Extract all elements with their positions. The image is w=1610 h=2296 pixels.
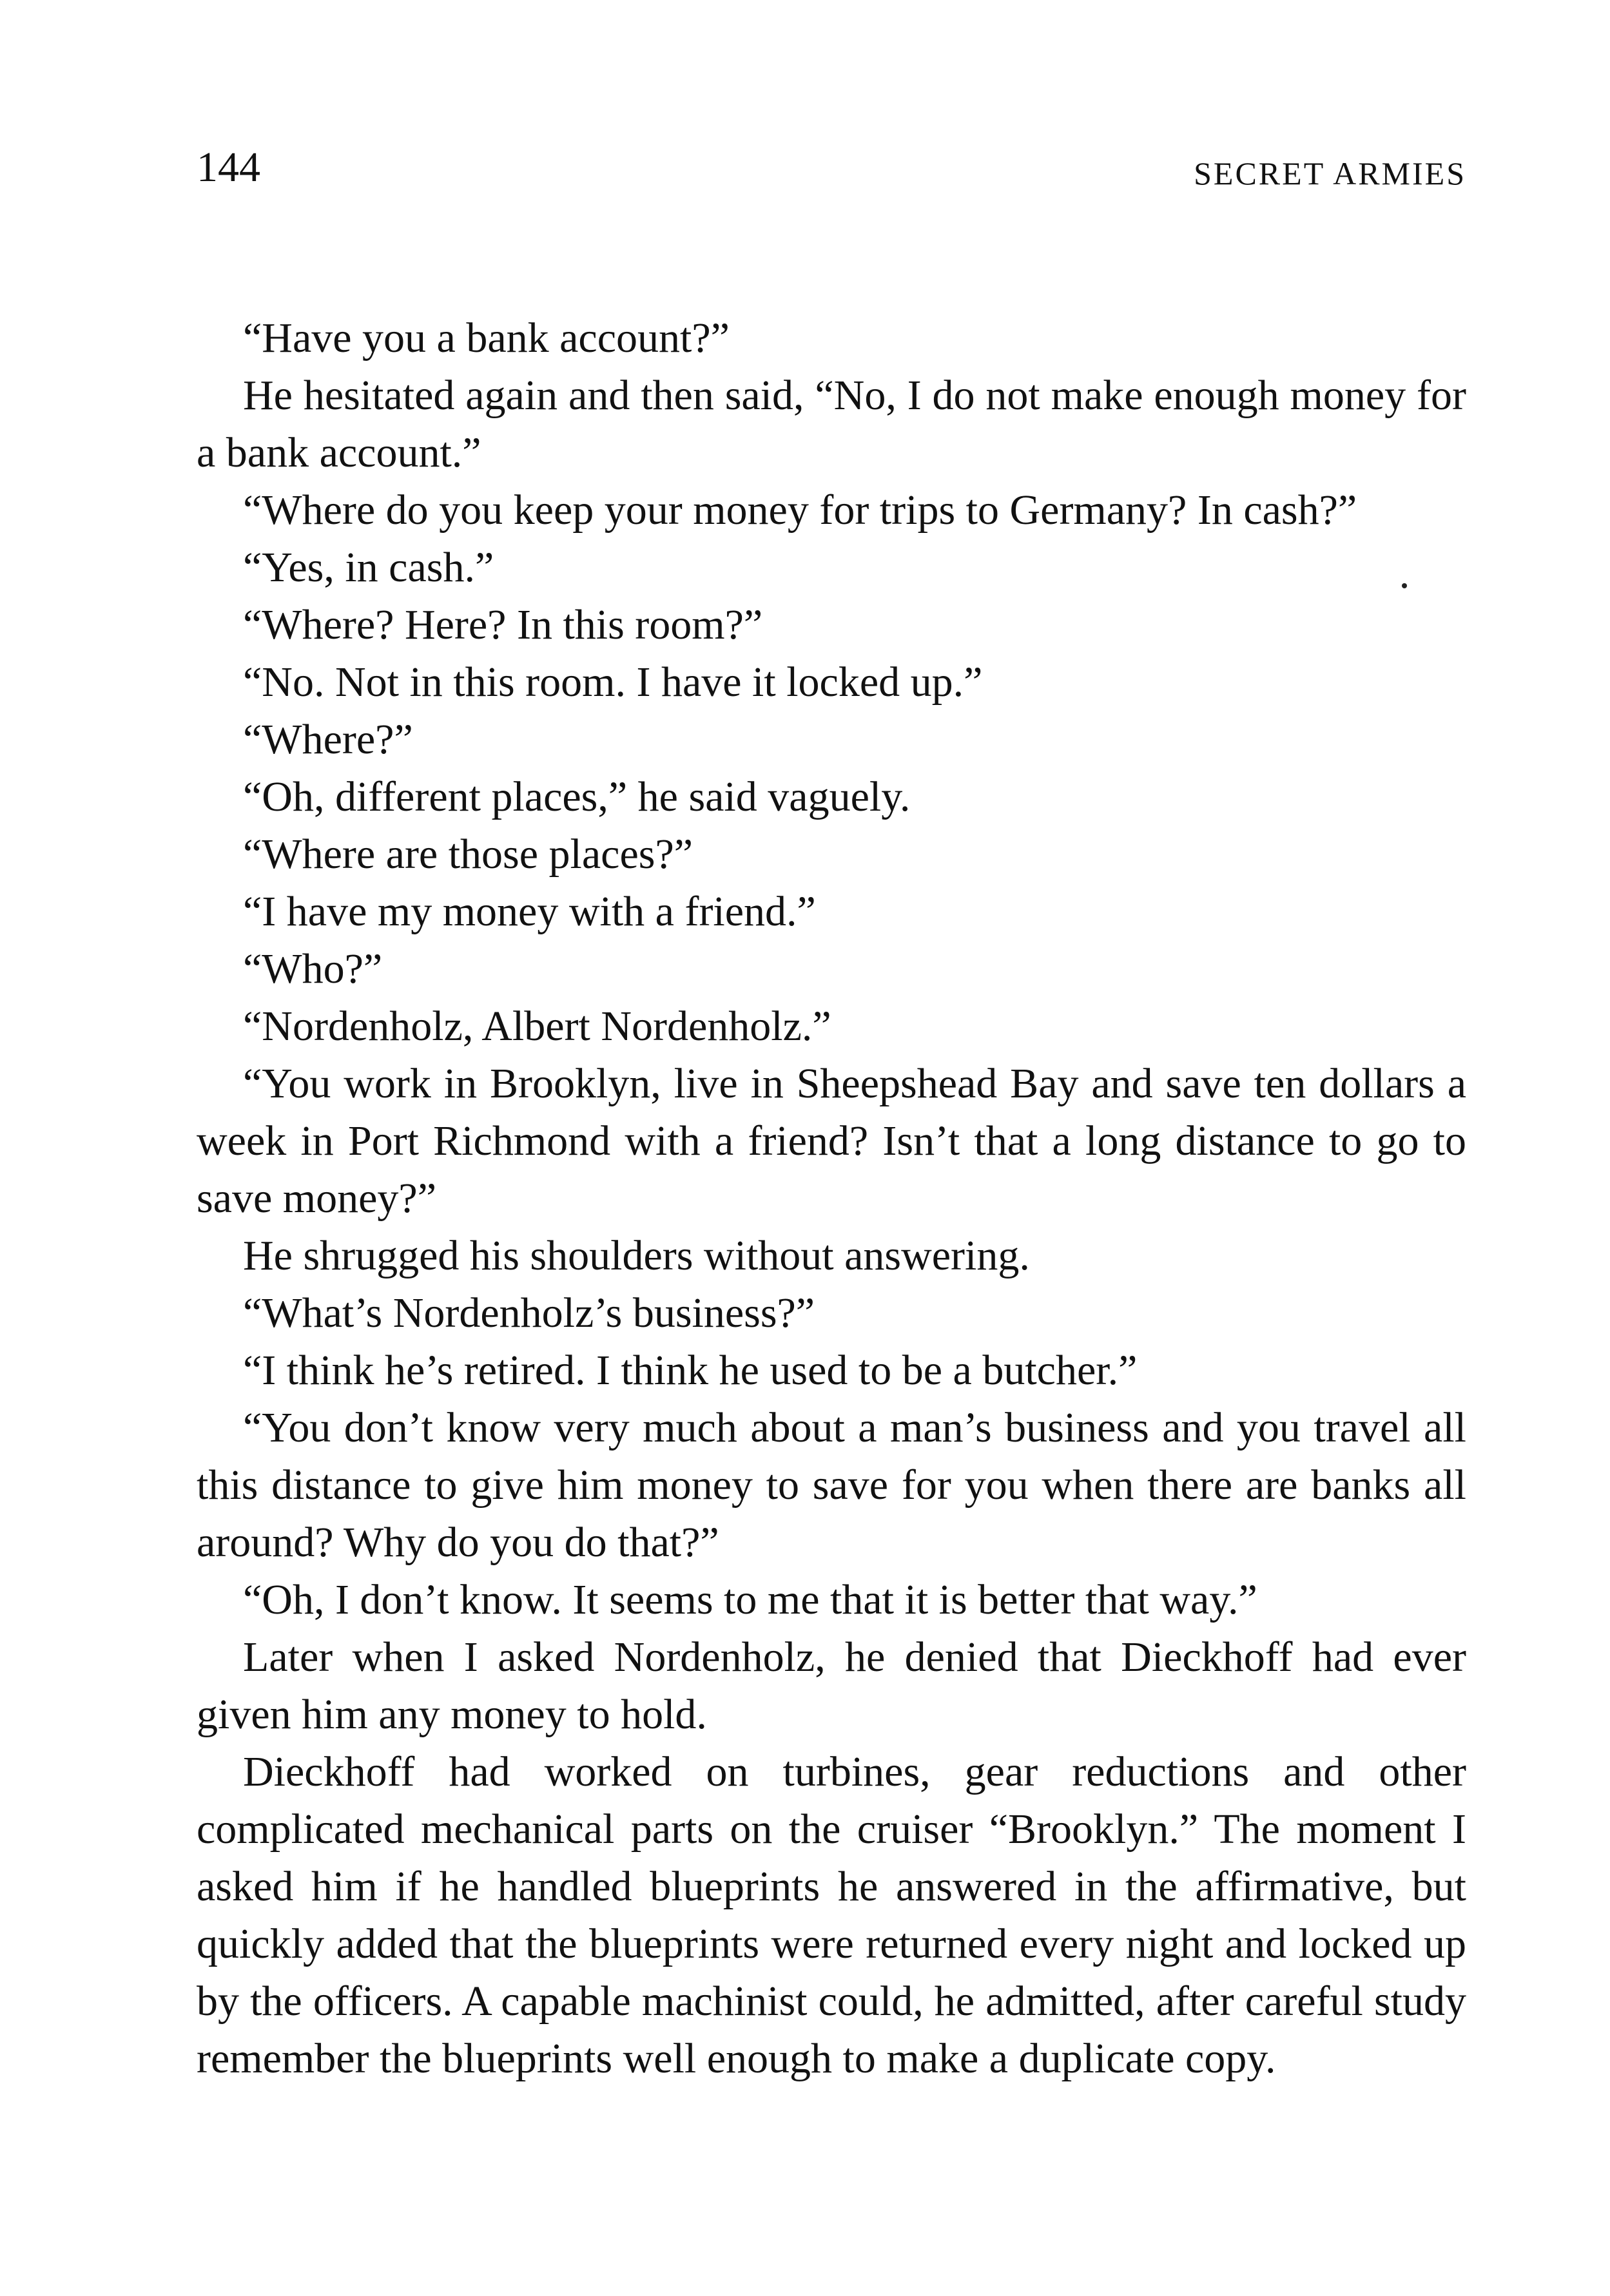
paragraph: “Oh, I don’t know. It seems to me that it is better that way.” [243,1576,1257,1623]
page-number: 144 [197,144,260,191]
paragraph: “Where? Here? In this room?” [243,601,763,648]
running-title: SECRET ARMIES [1194,155,1466,191]
paragraph: “Who?” [243,945,383,992]
paragraph: “Where are those places?” [243,831,693,878]
ink-speck [1402,583,1407,588]
paragraph: “You don’t know very much about a man’s business and you travel all this distance to give him money to save for you when there are banks all around? Why do you do that?” [197,1404,1466,1566]
paragraph: Later when I asked Nordenholz, he denied that Dieckhoff had ever given him any money to hold. [197,1634,1466,1738]
paragraph: “Nordenholz, Albert Nordenholz.” [243,1003,831,1050]
paragraph: “What’s Nordenholz’s business?” [243,1289,815,1336]
paragraph: “Oh, different places,” he said vaguely. [243,773,911,820]
paragraph: “Where do you keep your money for trips to Germany? In cash?” [243,487,1357,534]
paragraph: “Where?” [243,716,413,763]
body-text [197,309,1466,2087]
paragraph: He hesitated again and then said, “No, I do not make enough money for a bank account.” [197,372,1466,476]
paragraph: “Yes, in cash.” [243,544,494,591]
paragraph: “Have you a bank account?” [243,314,730,362]
book-page [197,142,1466,2087]
running-head [197,142,1466,213]
paragraph: Dieckhoff had worked on turbines, gear reductions and other complicated mechanical parts on the cruiser “Brooklyn.” The moment I asked him if he handled blueprints he answered in the affirmative, but quickly added that the blueprints were returned every night and locked up by the officers. A capable machinist could, he admitted, after careful study remember the blueprints well enough to make a duplicate copy. [197,1748,1466,2082]
paragraph: “I have my money with a friend.” [243,888,816,935]
paragraph: “You work in Brooklyn, live in Sheepshead Bay and save ten dollars a week in Port Richmond with a friend? Isn’t that a long distance to go to save money?” [197,1060,1466,1222]
paragraph: “No. Not in this room. I have it locked up.” [243,659,983,706]
paragraph: “I think he’s retired. I think he used to be a butcher.” [243,1347,1138,1394]
paragraph: He shrugged his shoulders without answering. [243,1232,1030,1279]
